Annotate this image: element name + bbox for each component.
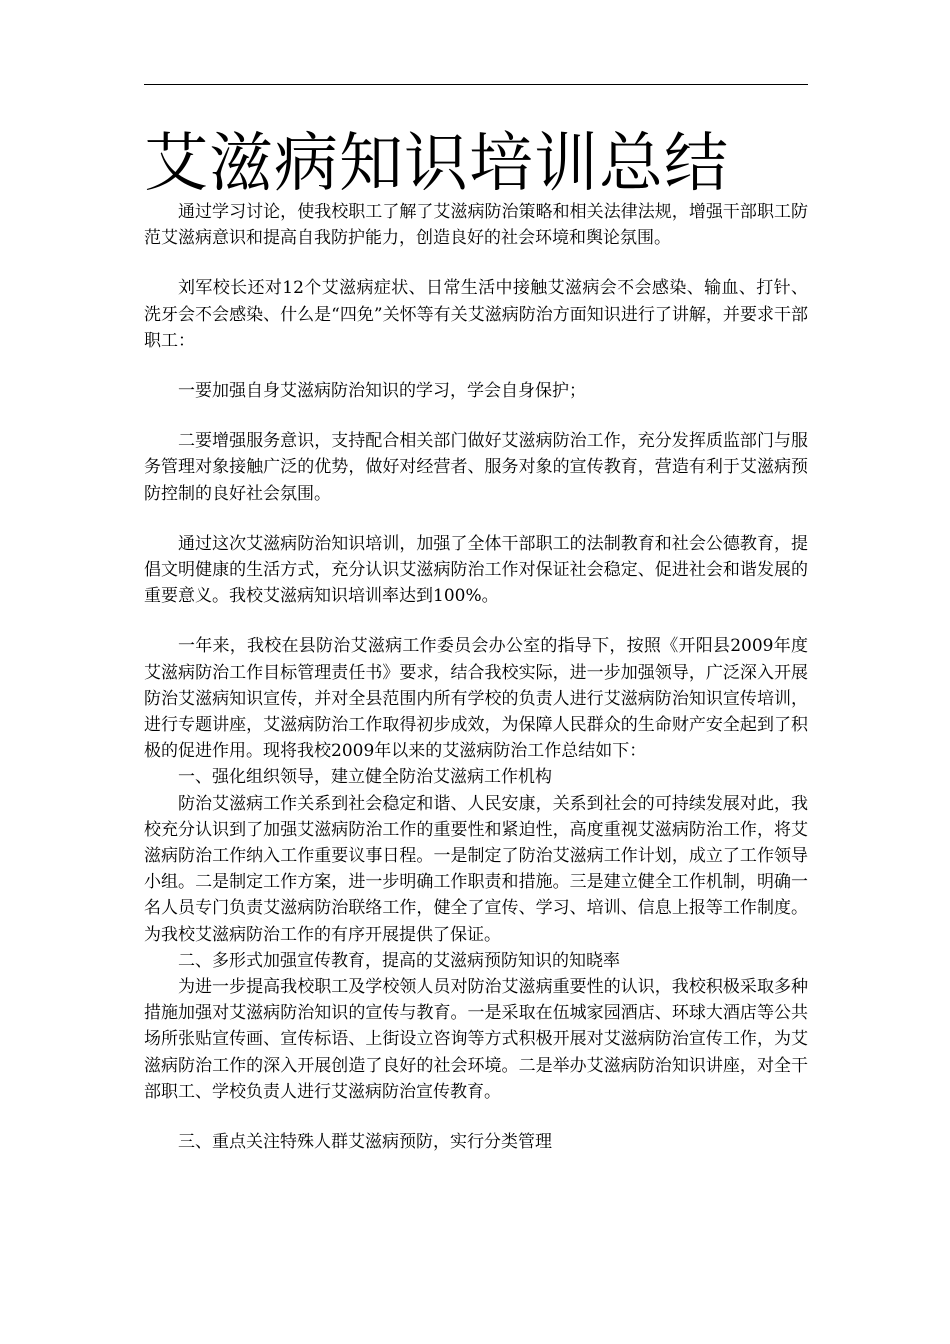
paragraph-7: 防治艾滋病工作关系到社会稳定和谐、人民安康，关系到社会的可持续发展对此，我校充分认识到了加强艾滋病防治工作的重要性和紧迫性，高度重视艾滋病防治工作，将艾滋病防治工作纳入工作重要议事日程。一是制定了防治艾滋病工作计划，成立了工作领导小组。二是制定工作方案，进一步明确工作职责和措施。三是建立健全工作机制，明确一名人员专门负责艾滋病防治联络工作，健全了宣传、学习、培训、信息上报等工作制度。为我校艾滋病防治工作的有序开展提供了保证。 [144, 793, 808, 945]
paragraph-8: 为进一步提高我校职工及学校领人员对防治艾滋病重要性的认识，我校积极采取多种措施加强对艾滋病防治知识的宣传与教育。一是采取在伍城家园酒店、环球大酒店等公共场所张贴宣传画、宣传标语、上街设立咨询等方式积极开展对艾滋病防治宣传工作，为艾滋病防治工作的深入开展创造了良好的社会环境。二是举办艾滋病防治知识讲座，对全干部职工、学校负责人进行艾滋病防治宣传教育。 [144, 977, 808, 1102]
paragraph-3: 一要加强自身艾滋病防治知识的学习，学会自身保护； [178, 381, 586, 402]
section-heading-2: 二、多形式加强宣传教育，提高的艾滋病预防知识的知晓率 [178, 950, 620, 971]
paragraph-6: 一年来，我校在县防治艾滋病工作委员会办公室的指导下，按照《开阳县2009年度艾滋病防治工作目标管理责任书》要求，结合我校实际，进一步加强领导，广泛深入开展防治艾滋病知识宣传，并对全县范围内所有学校的负责人进行艾滋病防治知识宣传培训，进行专题讲座，艾滋病防治工作取得初步成效，为保障人民群众的生命财产安全起到了积极的促进作用。现将我校2009年以来的艾滋病防治工作总结如下： [144, 636, 808, 762]
paragraph-1: 通过学习讨论，使我校职工了解了艾滋病防治策略和相关法律法规，增强干部职工防范艾滋病意识和提高自我防护能力，创造良好的社会环境和舆论氛围。 [144, 202, 808, 249]
paragraph-2: 刘军校长还对12个艾滋病症状、日常生活中接触艾滋病会不会感染、输血、打针、洗牙会不会感染、什么是“四免”关怀等有关艾滋病防治方面知识进行了讲解，并要求干部职工： [144, 278, 808, 351]
document-body [144, 199, 808, 1155]
header-rule [144, 84, 808, 85]
document-title: 艾滋病知识培训总结 [144, 127, 729, 201]
paragraph-4: 二要增强服务意识，支持配合相关部门做好艾滋病防治工作，充分发挥质监部门与服务管理对象接触广泛的优势，做好对经营者、服务对象的宣传教育，营造有利于艾滋病预防控制的良好社会氛围。 [144, 431, 808, 504]
section-heading-3: 三、重点关注特殊人群艾滋病预防，实行分类管理 [178, 1132, 552, 1153]
document-page [144, 0, 808, 1344]
paragraph-5: 通过这次艾滋病防治知识培训，加强了全体干部职工的法制教育和社会公德教育，提倡文明健康的生活方式，充分认识艾滋病防治工作对保证社会稳定、促进社会和谐发展的重要意义。我校艾滋病知识培训率达到100%。 [144, 533, 808, 607]
section-heading-1: 一、强化组织领导，建立健全防治艾滋病工作机构 [178, 767, 552, 788]
